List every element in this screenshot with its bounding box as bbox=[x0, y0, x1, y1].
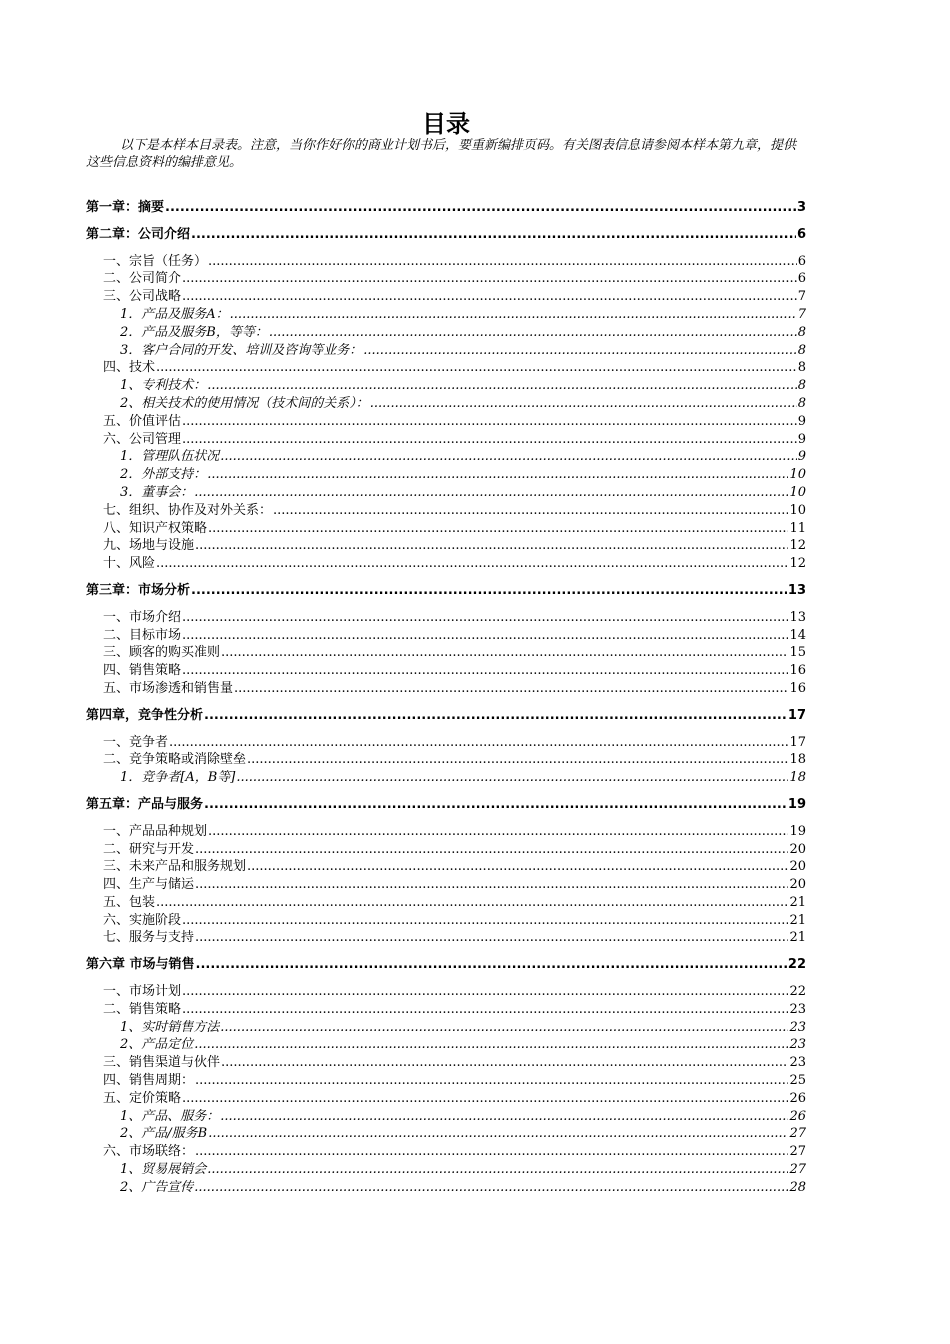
toc-page-number: 10 bbox=[789, 467, 806, 483]
toc-chapter-entry[interactable] bbox=[86, 796, 806, 814]
toc-entry[interactable] bbox=[86, 466, 806, 484]
toc-entry[interactable] bbox=[86, 983, 806, 1001]
toc-entry[interactable] bbox=[86, 359, 806, 377]
dot-leader bbox=[220, 1019, 788, 1037]
toc-page-number: 27 bbox=[789, 1126, 806, 1142]
toc-entry-label: 五、市场渗透和销售量 bbox=[103, 680, 234, 696]
toc-entry-label: 一、宗旨（任务） bbox=[103, 253, 208, 269]
toc-page-number: 26 bbox=[789, 1090, 806, 1106]
dot-leader bbox=[273, 502, 788, 520]
toc-entry[interactable] bbox=[86, 662, 806, 680]
dot-leader bbox=[204, 707, 787, 725]
toc-entry-label: 1、贸易展销会 bbox=[120, 1162, 207, 1178]
toc-entry-label: 1．产品及服务A： bbox=[120, 306, 229, 322]
toc-page-number: 12 bbox=[789, 556, 806, 572]
toc-page-number: 18 bbox=[789, 770, 806, 786]
toc-page-number: 12 bbox=[789, 538, 806, 554]
toc-entry[interactable] bbox=[86, 413, 806, 431]
dot-leader bbox=[234, 680, 788, 698]
toc-entry-label: 三、未来产品和服务规划 bbox=[103, 859, 247, 875]
dot-leader bbox=[195, 841, 788, 859]
toc-entry-label: 六、实施阶段 bbox=[103, 912, 182, 928]
toc-entry[interactable] bbox=[86, 1179, 806, 1197]
toc-page-number: 23 bbox=[789, 1019, 806, 1035]
dot-leader bbox=[230, 306, 797, 324]
toc-page-number: 13 bbox=[789, 609, 806, 625]
toc-entry[interactable] bbox=[86, 609, 806, 627]
toc-entry[interactable] bbox=[86, 680, 806, 698]
dot-leader bbox=[208, 253, 797, 271]
toc-entry[interactable] bbox=[86, 841, 806, 859]
toc-chapter-entry[interactable] bbox=[86, 582, 806, 600]
toc-page-number: 23 bbox=[789, 1055, 806, 1071]
toc-chapter-entry[interactable] bbox=[86, 226, 806, 244]
toc-entry-label: 九、场地与设施 bbox=[103, 538, 195, 554]
toc-entry-label: 第四章，竞争性分析 bbox=[86, 707, 204, 723]
dot-leader bbox=[204, 796, 787, 814]
toc-entry-label: 三、顾客的购买准则 bbox=[103, 645, 221, 661]
toc-entry[interactable] bbox=[86, 395, 806, 413]
dot-leader bbox=[370, 395, 797, 413]
dot-leader bbox=[182, 627, 788, 645]
dot-leader bbox=[182, 983, 788, 1001]
toc-page-number: 26 bbox=[789, 1108, 806, 1124]
toc-entry-label: 七、服务与支持 bbox=[103, 930, 195, 946]
toc-entry-label: 第五章：产品与服务 bbox=[86, 796, 204, 812]
toc-entry[interactable] bbox=[86, 431, 806, 449]
dot-leader bbox=[247, 751, 788, 769]
dot-leader bbox=[195, 537, 788, 555]
toc-entry[interactable] bbox=[86, 1125, 806, 1143]
toc-page-number: 9 bbox=[797, 413, 806, 429]
toc-entry[interactable] bbox=[86, 555, 806, 573]
dot-leader bbox=[221, 1054, 788, 1072]
toc-entry-label: 七、组织、协作及对外关系： bbox=[103, 502, 273, 518]
toc-page-number: 22 bbox=[787, 957, 806, 973]
toc-page-number: 8 bbox=[797, 378, 806, 394]
toc-entry[interactable] bbox=[86, 858, 806, 876]
toc-entry-label: 二、研究与开发 bbox=[103, 841, 195, 857]
toc-entry-label: 2、产品定位 bbox=[120, 1037, 194, 1053]
toc-entry[interactable] bbox=[86, 1054, 806, 1072]
toc-entry-label: 二、竞争策略或消除壁垒 bbox=[103, 752, 247, 768]
toc-page-number: 18 bbox=[789, 752, 806, 768]
toc-entry[interactable] bbox=[86, 502, 806, 520]
toc-entry-label: 1、实时销售方法 bbox=[120, 1019, 220, 1035]
toc-page-number: 20 bbox=[789, 877, 806, 893]
toc-entry[interactable] bbox=[86, 751, 806, 769]
toc-page-number: 9 bbox=[797, 449, 806, 465]
toc-entry[interactable] bbox=[86, 537, 806, 555]
toc-page-number: 21 bbox=[789, 894, 806, 910]
toc-entry-label: 2、产品/服务B bbox=[120, 1126, 208, 1142]
toc-entry-label: 2、相关技术的使用情况（技术间的关系）： bbox=[120, 395, 369, 411]
toc-entry[interactable] bbox=[86, 1108, 806, 1126]
toc-entry[interactable] bbox=[86, 644, 806, 662]
toc-entry-label: 3．董事会： bbox=[120, 484, 194, 500]
toc-entry[interactable] bbox=[86, 520, 806, 538]
toc-page-number: 22 bbox=[789, 984, 806, 1000]
dot-leader bbox=[220, 1108, 788, 1126]
toc-entry[interactable] bbox=[86, 324, 806, 342]
dot-leader bbox=[208, 823, 788, 841]
dot-leader bbox=[207, 466, 788, 484]
toc-page-number: 21 bbox=[789, 912, 806, 928]
toc-entry-label: 八、知识产权策略 bbox=[103, 520, 208, 536]
toc-entry-label: 1．管理队伍状况 bbox=[120, 449, 220, 465]
toc-page-number: 9 bbox=[797, 431, 806, 447]
toc-entry[interactable] bbox=[86, 734, 806, 752]
toc-entry-label: 第三章：市场分析 bbox=[86, 582, 191, 598]
dot-leader bbox=[165, 199, 796, 217]
toc-page-number: 15 bbox=[789, 645, 806, 661]
toc-entry-label: 一、市场计划 bbox=[103, 984, 182, 1000]
toc-page-number: 21 bbox=[789, 930, 806, 946]
toc-entry-label: 第一章：摘要 bbox=[86, 200, 165, 215]
dot-leader bbox=[182, 288, 797, 306]
toc-page-number: 16 bbox=[789, 680, 806, 696]
toc-chapter-entry[interactable] bbox=[86, 199, 806, 217]
dot-leader bbox=[182, 1001, 788, 1019]
dot-leader bbox=[182, 270, 797, 288]
toc-entry-label: 四、技术 bbox=[103, 360, 156, 376]
toc-page-number: 28 bbox=[789, 1179, 806, 1195]
toc-entry[interactable] bbox=[86, 1036, 806, 1054]
toc-page-number: 19 bbox=[787, 796, 806, 812]
toc-page-number: 7 bbox=[797, 306, 806, 322]
dot-leader bbox=[194, 484, 788, 502]
dot-leader bbox=[196, 956, 787, 974]
toc-page-number: 13 bbox=[787, 582, 806, 598]
dot-leader bbox=[182, 912, 788, 930]
toc-entry[interactable] bbox=[86, 288, 806, 306]
toc-entry-label: 一、市场介绍 bbox=[103, 609, 182, 625]
toc-entry[interactable] bbox=[86, 270, 806, 288]
toc-page-number: 20 bbox=[789, 859, 806, 875]
dot-leader bbox=[156, 555, 788, 573]
dot-leader bbox=[182, 413, 797, 431]
toc-entry[interactable] bbox=[86, 876, 806, 894]
toc-entry-label: 1、产品、服务： bbox=[120, 1108, 220, 1124]
toc-entry[interactable] bbox=[86, 253, 806, 271]
toc-page-number: 11 bbox=[789, 520, 806, 536]
toc-entry[interactable] bbox=[86, 342, 806, 360]
toc-page-number: 23 bbox=[789, 1001, 806, 1017]
toc-entry-label: 三、销售渠道与伙伴 bbox=[103, 1055, 221, 1071]
toc-page-number: 16 bbox=[789, 663, 806, 679]
toc-entry-label: 五、定价策略 bbox=[103, 1090, 182, 1106]
toc-page-number: 27 bbox=[789, 1144, 806, 1160]
dot-leader bbox=[182, 609, 788, 627]
dot-leader bbox=[236, 769, 788, 787]
toc-page-number: 3 bbox=[796, 200, 806, 215]
toc-page-number: 20 bbox=[789, 841, 806, 857]
toc-entry-label: 2．产品及服务B，等等： bbox=[120, 324, 268, 340]
toc-entry[interactable] bbox=[86, 306, 806, 324]
intro-paragraph: 以下是本样本目录表。注意，当你作好你的商业计划书后，要重新编排页码。有关图表信息请参阅本样本第九章，提供这些信息资料的编排意见。 bbox=[86, 138, 797, 170]
toc-entry-label: 一、产品品种规划 bbox=[103, 823, 208, 839]
toc-entry-label: 2、广告宣传 bbox=[120, 1179, 194, 1195]
toc-entry-label: 十、风险 bbox=[103, 556, 156, 572]
toc-entry-label: 1．竞争者[A，B等] bbox=[120, 770, 236, 786]
toc-entry-label: 四、销售策略 bbox=[103, 663, 182, 679]
toc-entry[interactable] bbox=[86, 1001, 806, 1019]
toc-entry[interactable] bbox=[86, 448, 806, 466]
dot-leader bbox=[169, 734, 788, 752]
toc-entry-label: 1、专利技术： bbox=[120, 378, 207, 394]
dot-leader bbox=[191, 582, 787, 600]
toc-entry[interactable] bbox=[86, 1161, 806, 1179]
toc-page-number: 25 bbox=[789, 1073, 806, 1089]
toc-page-number: 8 bbox=[797, 342, 806, 358]
toc-entry-label: 四、生产与储运 bbox=[103, 877, 195, 893]
toc-page-number: 10 bbox=[789, 502, 806, 518]
toc-page-number: 10 bbox=[789, 484, 806, 500]
toc-page-number: 7 bbox=[797, 289, 806, 305]
toc-page-number: 8 bbox=[797, 395, 806, 411]
toc-entry-label: 3．客户合同的开发、培训及咨询等业务： bbox=[120, 342, 363, 358]
toc-page-number: 19 bbox=[789, 823, 806, 839]
toc-entry-label: 2．外部支持： bbox=[120, 467, 207, 483]
dot-leader bbox=[182, 662, 788, 680]
toc-chapter-entry[interactable] bbox=[86, 707, 806, 725]
dot-leader bbox=[191, 226, 796, 244]
dot-leader bbox=[221, 644, 788, 662]
toc-page-number: 8 bbox=[797, 324, 806, 340]
toc-page-number: 6 bbox=[797, 271, 806, 287]
toc-entry[interactable] bbox=[86, 769, 806, 787]
page-title: 目录 bbox=[422, 110, 470, 138]
dot-leader bbox=[156, 359, 797, 377]
toc-page-number: 17 bbox=[787, 707, 806, 723]
toc-page-number: 14 bbox=[789, 627, 806, 643]
dot-leader bbox=[220, 448, 796, 466]
dot-leader bbox=[363, 342, 796, 360]
toc-entry-label: 五、包装 bbox=[103, 894, 156, 910]
toc-page-number: 6 bbox=[797, 253, 806, 269]
toc-entry[interactable] bbox=[86, 1090, 806, 1108]
dot-leader bbox=[195, 1143, 788, 1161]
table-of-contents bbox=[86, 199, 806, 1197]
toc-page-number: 27 bbox=[789, 1162, 806, 1178]
dot-leader bbox=[208, 520, 788, 538]
toc-entry[interactable] bbox=[86, 1143, 806, 1161]
toc-entry[interactable] bbox=[86, 894, 806, 912]
toc-entry-label: 第六章 市场与销售 bbox=[86, 957, 195, 973]
toc-page-number: 23 bbox=[789, 1037, 806, 1053]
toc-entry-label: 六、公司管理 bbox=[103, 431, 182, 447]
dot-leader bbox=[207, 1161, 788, 1179]
toc-entry-label: 六、市场联络： bbox=[103, 1144, 195, 1160]
dot-leader bbox=[208, 1125, 788, 1143]
toc-entry-label: 二、目标市场 bbox=[103, 627, 182, 643]
toc-entry[interactable] bbox=[86, 929, 806, 947]
toc-entry-label: 五、价值评估 bbox=[103, 413, 182, 429]
dot-leader bbox=[247, 858, 788, 876]
toc-entry[interactable] bbox=[86, 377, 806, 395]
toc-chapter-entry[interactable] bbox=[86, 956, 806, 974]
toc-entry-label: 四、销售周期： bbox=[103, 1073, 195, 1089]
dot-leader bbox=[156, 894, 788, 912]
toc-entry-label: 一、竞争者 bbox=[103, 734, 169, 750]
dot-leader bbox=[207, 377, 796, 395]
dot-leader bbox=[182, 1090, 788, 1108]
dot-leader bbox=[194, 1036, 788, 1054]
toc-entry-label: 第二章：公司介绍 bbox=[86, 226, 191, 242]
toc-entry[interactable] bbox=[86, 1019, 806, 1037]
toc-page-number: 17 bbox=[789, 734, 806, 750]
dot-leader bbox=[182, 431, 797, 449]
toc-entry-label: 二、公司简介 bbox=[103, 271, 182, 287]
toc-entry[interactable] bbox=[86, 627, 806, 645]
dot-leader bbox=[195, 929, 788, 947]
toc-entry[interactable] bbox=[86, 823, 806, 841]
toc-entry[interactable] bbox=[86, 1072, 806, 1090]
toc-entry-label: 二、销售策略 bbox=[103, 1001, 182, 1017]
toc-entry[interactable] bbox=[86, 912, 806, 930]
dot-leader bbox=[269, 324, 797, 342]
dot-leader bbox=[195, 1072, 788, 1090]
dot-leader bbox=[194, 1179, 788, 1197]
toc-entry[interactable] bbox=[86, 484, 806, 502]
toc-entry-label: 三、公司战略 bbox=[103, 289, 182, 305]
dot-leader bbox=[195, 876, 788, 894]
toc-page-number: 6 bbox=[796, 226, 806, 242]
toc-page-number: 8 bbox=[797, 360, 806, 376]
